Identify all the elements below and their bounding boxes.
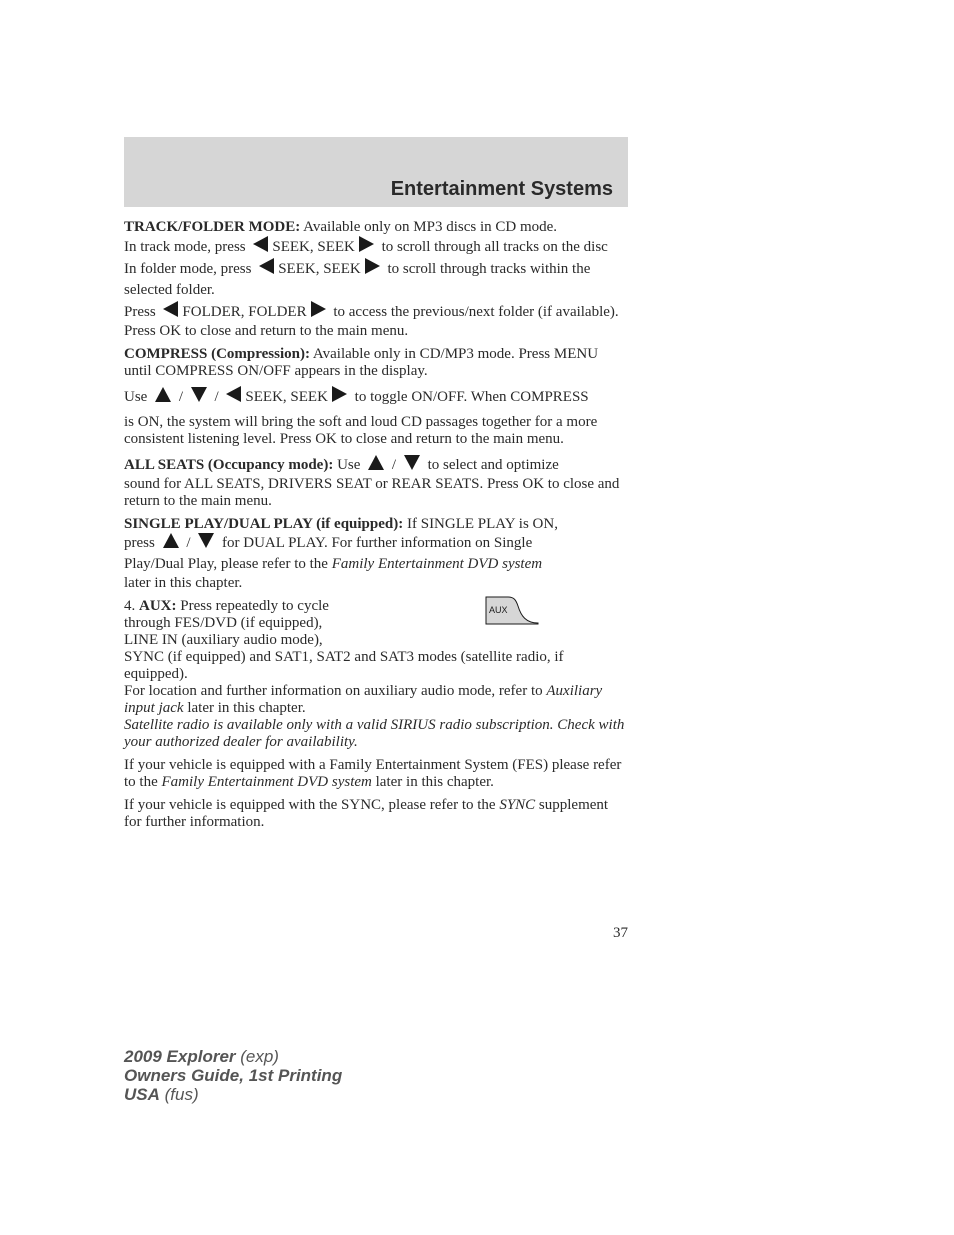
seek-left-icon [259,258,274,274]
track-close-paragraph: Press OK to close and return to the main menu. [124,323,409,339]
arrow-down-icon [198,533,214,548]
arrow-up-icon [155,387,171,402]
fes-paragraph: If your vehicle is equipped with a Family Entertainment System (FES) please refer to the Family Entertainment DVD system later in this chapter. [124,757,622,790]
single-play-intro: SINGLE PLAY/DUAL PLAY (if equipped): If SINGLE PLAY is ON, [124,516,558,532]
single-play-heading: SINGLE PLAY/DUAL PLAY (if equipped): [124,516,404,532]
track-folder-intro: TRACK/FOLDER MODE: Available only on MP3 discs in CD mode. [124,219,558,235]
folder-right-icon [311,301,326,317]
footer [124,1047,342,1104]
aux-section [124,598,628,683]
seats-body: sound for ALL SEATS, DRIVERS SEAT or REAR SEATS. Press OK to close and return to the main menu. [124,476,620,509]
aux-line-1: 4. AUX: Press repeatedly to cycle [124,598,329,614]
folder-mode-paragraph: In folder mode, press SEEK, SEEK to scroll through tracks within the selected folder. [124,258,628,301]
page-content [124,219,628,831]
satellite-note: Satellite radio is available only with a valid SIRIUS radio subscription. Check with your authorized dealer for availability. [124,717,625,750]
seek-left-icon [253,236,268,252]
footer-line-2: Owners Guide, 1st Printing [124,1066,343,1085]
sync-paragraph: If your vehicle is equipped with the SYNC, please refer to the SYNC supplement for further information. [124,797,609,830]
folder-left-icon [163,301,178,317]
compress-body: is ON, the system will bring the soft and loud CD passages together for a more consistent listening level. Press OK to close and return to the main menu. [124,414,598,447]
single-play-ref-line: Play/Dual Play, please refer to the Family Entertainment DVD system [124,556,543,572]
aux-button-icon [484,596,540,626]
seek-left-icon [226,386,241,402]
seek-right-icon [332,386,347,402]
aux-line-3: LINE IN (auxiliary audio mode), [124,632,323,648]
arrow-down-icon [191,387,207,402]
seats-controls-line: ALL SEATS (Occupancy mode): Use / to select and optimize [124,457,559,473]
page-number: 37 [613,925,628,941]
section-header-band [124,137,628,207]
dvd-system-reference: Family Entertainment DVD system [331,556,543,572]
single-play-controls-line: press / for DUAL PLAY. For further information on Single [124,535,533,551]
aux-location-paragraph: For location and further information on auxiliary audio mode, refer to Auxiliary input jack later in this chapter. [124,683,603,716]
aux-line-4: SYNC (if equipped) and SAT1, SAT2 and SAT3 modes (satellite radio, if equipped). [124,649,564,682]
arrow-up-icon [368,455,384,470]
track-mode-paragraph: In track mode, press SEEK, SEEK to scroll through all tracks on the disc [124,236,628,258]
aux-line-2: through FES/DVD (if equipped), [124,615,323,631]
single-play-later: later in this chapter. [124,575,243,591]
footer-line-1: 2009 Explorer (exp) [124,1047,279,1066]
seek-right-icon [359,236,374,252]
aux-heading: AUX: [139,598,177,614]
sync-reference: SYNC [499,797,536,813]
footer-line-3: USA (fus) [124,1085,199,1104]
seats-heading: ALL SEATS (Occupancy mode): [124,457,334,473]
track-folder-heading: TRACK/FOLDER MODE: [124,219,301,235]
aux-input-reference: Auxiliary input jack [124,683,603,716]
compress-intro: COMPRESS (Compression): Available only in CD/MP3 mode. Press MENU until COMPRESS ON/OFF appears in the display. [124,346,599,379]
svg-text:AUX: AUX [489,605,508,615]
section-title: Entertainment Systems [390,178,613,200]
fes-reference: Family Entertainment DVD system [161,774,372,790]
arrow-down-icon [404,455,420,470]
seek-right-icon [365,258,380,274]
compress-controls-line: Use / / SEEK, SEEK to toggle ON/OFF. When COMPRESS [124,386,628,408]
folder-nav-paragraph: Press FOLDER, FOLDER to access the previous/next folder (if available). [124,301,628,323]
arrow-up-icon [163,533,179,548]
compress-heading: COMPRESS (Compression): [124,346,310,362]
